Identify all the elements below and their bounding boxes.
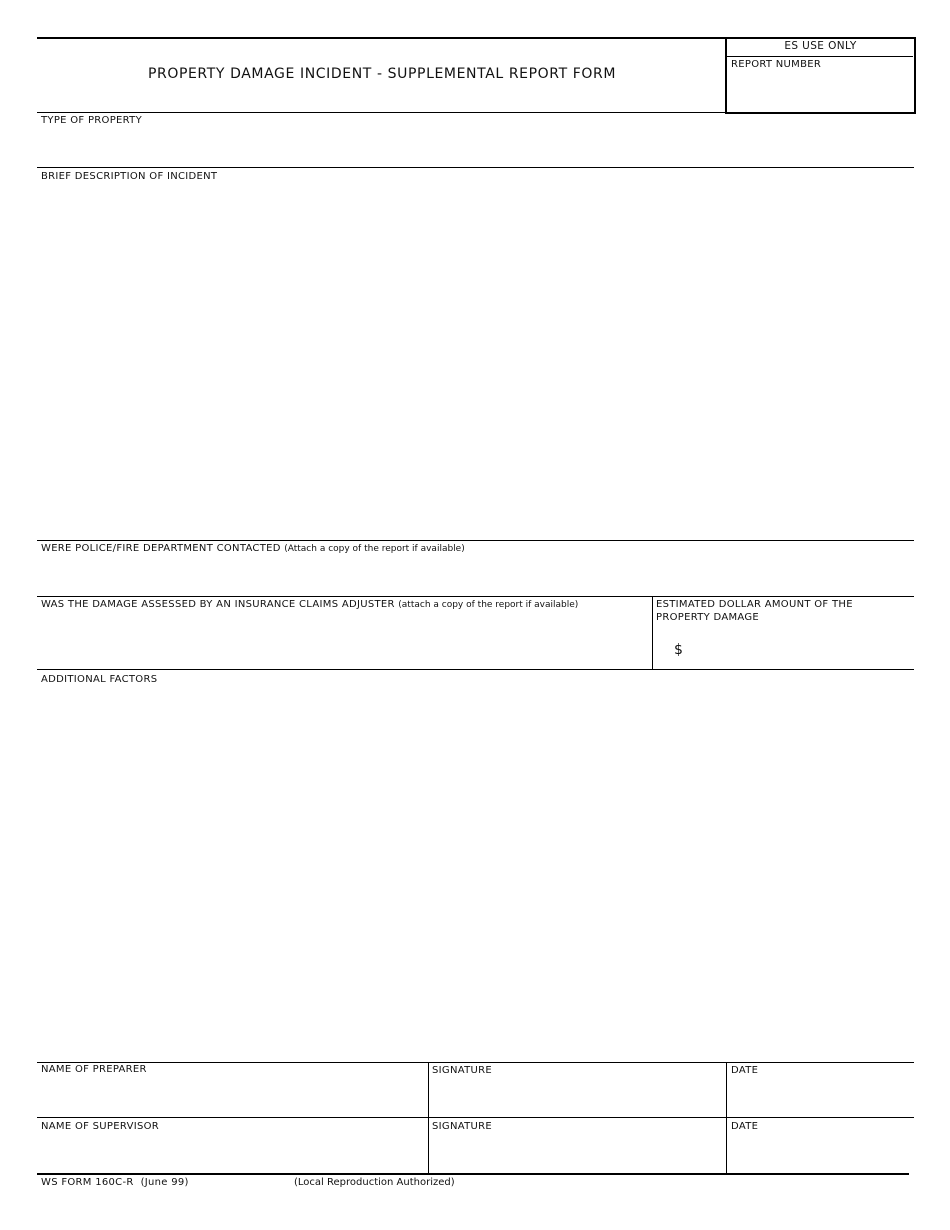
rule-5 (37, 1062, 914, 1063)
supervisor-signature-field[interactable] (430, 1134, 724, 1172)
brief-description-field[interactable] (38, 186, 912, 538)
supervisor-signature-label: SIGNATURE (432, 1121, 492, 1132)
police-fire-field[interactable] (38, 558, 912, 595)
name-of-supervisor-label: NAME OF SUPERVISOR (41, 1121, 160, 1132)
additional-factors-label: ADDITIONAL FACTORS (41, 674, 158, 685)
police-fire-label (41, 543, 465, 554)
rule-3 (37, 596, 914, 597)
rule-4 (37, 669, 914, 670)
preparer-signature-field[interactable] (430, 1078, 724, 1116)
name-of-supervisor-field[interactable] (38, 1134, 426, 1172)
claims-divider (652, 596, 653, 670)
rule-2 (37, 540, 914, 541)
report-number-label: REPORT NUMBER (731, 59, 822, 70)
preparer-signature-label: SIGNATURE (432, 1065, 492, 1076)
form-id: WS FORM 160C-R (June 99) (41, 1177, 189, 1188)
dollar-sign: $ (674, 642, 683, 658)
header-bottom-rule (37, 112, 914, 113)
police-fire-text: WERE POLICE/FIRE DEPARTMENT CONTACTED (41, 543, 281, 554)
estimated-amount-label-line2: PROPERTY DAMAGE (656, 612, 760, 623)
preparer-date-label: DATE (731, 1065, 759, 1076)
page-title: PROPERTY DAMAGE INCIDENT - SUPPLEMENTAL REPORT FORM (147, 66, 617, 82)
footer-rule (37, 1173, 909, 1175)
rule-6 (37, 1117, 914, 1118)
claims-adjuster-field[interactable] (38, 614, 650, 669)
police-fire-note: (Attach a copy of the report if available) (284, 544, 465, 554)
es-use-only-label: ES USE ONLY (784, 40, 857, 52)
name-of-preparer-label: NAME OF PREPARER (41, 1064, 147, 1075)
brief-description-label: BRIEF DESCRIPTION OF INCIDENT (41, 171, 218, 182)
name-of-preparer-field[interactable] (38, 1078, 426, 1116)
report-number-field[interactable] (728, 72, 911, 109)
estimated-amount-label-line1: ESTIMATED DOLLAR AMOUNT OF THE (656, 599, 853, 610)
additional-factors-field[interactable] (38, 689, 912, 1059)
type-of-property-field[interactable] (38, 128, 912, 166)
supervisor-date-label: DATE (731, 1121, 759, 1132)
type-of-property-label: TYPE OF PROPERTY (41, 115, 142, 126)
reproduction-note: (Local Reproduction Authorized) (294, 1177, 455, 1188)
claims-adjuster-note: (attach a copy of the report if available) (398, 600, 579, 610)
preparer-date-field[interactable] (728, 1078, 912, 1116)
es-box-divider (727, 56, 913, 57)
claims-adjuster-label (41, 599, 578, 610)
claims-adjuster-text: WAS THE DAMAGE ASSESSED BY AN INSURANCE CLAIMS ADJUSTER (41, 599, 395, 610)
rule-1 (37, 167, 914, 168)
estimated-amount-field[interactable] (690, 640, 910, 666)
supervisor-date-field[interactable] (728, 1134, 912, 1172)
